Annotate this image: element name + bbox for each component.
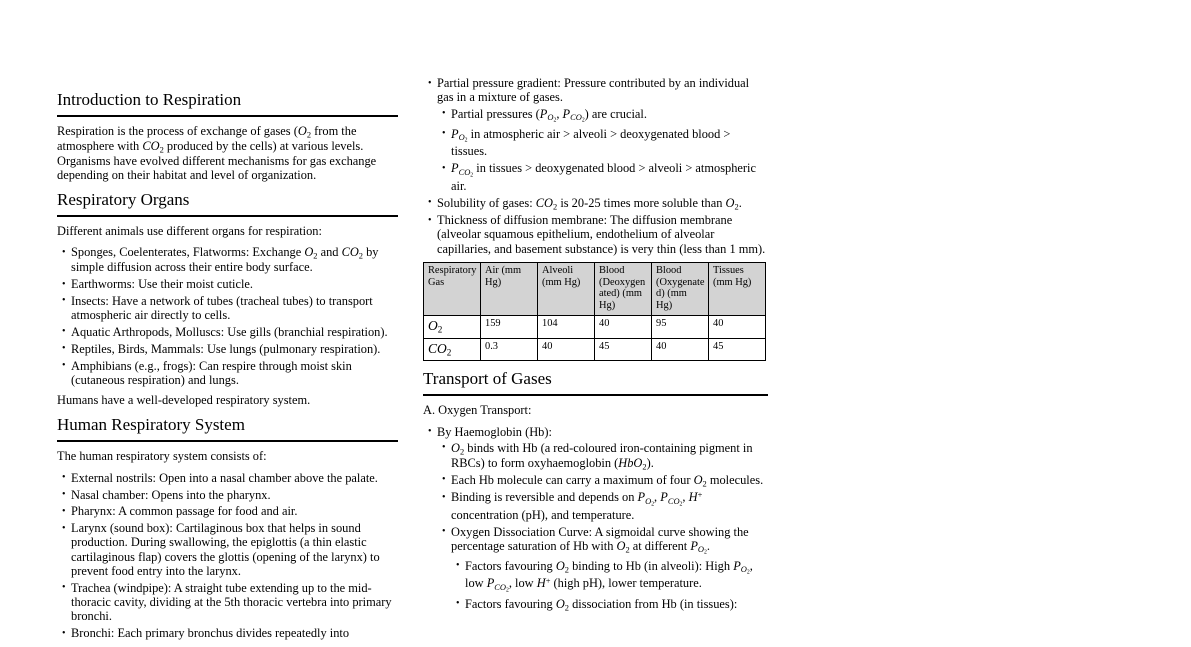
- paragraph: Humans have a well-developed respiratory system.: [57, 393, 311, 408]
- bullet-item-text: Factors favouring $O_2$ binding to Hb (in alveoli): High $P_{O_2}$, low $P_{CO_2}$, low H+ (high pH), lower temperature.: [465, 558, 753, 594]
- bullet-item-text: Amphibians (e.g., frogs): Can respire through moist skin (cutaneous respiration) and lungs.: [71, 358, 352, 387]
- table-cell: 0.3: [481, 338, 538, 361]
- table-header-cell: Respiratory Gas: [424, 262, 481, 315]
- bullet-list-level-3: [451, 559, 768, 612]
- bullet-item: [437, 76, 768, 193]
- section-heading: Human Respiratory System: [57, 415, 398, 442]
- table-header-cell: Tissues (mm Hg): [709, 262, 766, 315]
- paragraph: A. Oxygen Transport:: [423, 403, 532, 418]
- table-header-cell: Blood (Oxygenated) (mm Hg): [652, 262, 709, 315]
- bullet-item-text: Factors favouring $O_2$ dissociation from Hb (in tissues):: [465, 596, 738, 612]
- bullet-item: [437, 425, 768, 612]
- bullet-item-text: Thickness of diffusion membrane: The diffusion membrane (alveolar squamous epithelium, endothelium of alveolar capillaries, and basement substance) is very thin (less than 1 mm).: [437, 213, 766, 256]
- bullet-item-text: Aquatic Arthropods, Molluscs: Use gills (branchial respiration).: [71, 324, 388, 339]
- bullet-item-text: Trachea (windpipe): A straight tube extending up to the mid-thoracic cavity, dividing at the 5th thoracic vertebra into primary bronchi.: [71, 580, 392, 624]
- math-expression: H+: [688, 489, 703, 505]
- table-body: [424, 315, 766, 361]
- table-header-row-group: [424, 262, 766, 315]
- gas-partial-pressure-table: [423, 262, 766, 361]
- table-cell: 40: [709, 315, 766, 338]
- table-header-row: [424, 262, 766, 315]
- math-expression: H+: [536, 575, 551, 591]
- bullet-item: [437, 196, 768, 211]
- math-expression: $O_2$: [304, 245, 318, 261]
- bullet-list-level-1: [57, 471, 398, 641]
- bullet-item-text: Bronchi: Each primary bronchus divides repeatedly into: [71, 626, 350, 641]
- math-expression: $CO_2$: [341, 245, 364, 261]
- section-heading: Introduction to Respiration: [57, 90, 398, 117]
- bullet-item-text: Sponges, Coelenterates, Flatworms: Exchange $O_2$ and $CO_2$ by simple diffusion across their entire body surface.: [71, 245, 379, 275]
- bullet-item: [451, 161, 768, 193]
- bullet-item: [451, 473, 768, 488]
- math-expression: $P_{CO_2}$: [486, 576, 509, 594]
- table-gas-cell: [424, 315, 481, 338]
- section-heading: Respiratory Organs: [57, 190, 398, 217]
- bullet-list-level-1: [423, 425, 768, 612]
- math-expression: $P_{CO_2}$: [660, 490, 683, 508]
- bullet-item-text: $P_{O_2}$ in atmospheric air > alveoli > deoxygenated blood > tissues.: [451, 126, 731, 159]
- math-expression: $O_2$: [428, 317, 443, 335]
- table-cell: 45: [709, 338, 766, 361]
- bullet-item: [71, 359, 398, 388]
- bullet-list-level-2: [437, 441, 768, 612]
- table-gas-cell: [424, 338, 481, 361]
- table-header-cell: Air (mm Hg): [481, 262, 538, 315]
- bullet-item-text: By Haemoglobin (Hb):: [437, 424, 552, 439]
- bullet-item-text: Pharynx: A common passage for food and air.: [71, 504, 298, 519]
- paragraph: The human respiratory system consists of:: [57, 449, 267, 464]
- math-expression: $P_{O_2}$: [733, 558, 750, 576]
- math-expression: $P_{O_2}$: [539, 106, 557, 124]
- bullet-item-text: $P_{CO_2}$ in tissues > deoxygenated blood > alveoli > atmospheric air.: [451, 161, 756, 193]
- table-cell: 40: [652, 338, 709, 361]
- bullet-item: [451, 107, 768, 125]
- math-expression: HbO$_2$: [618, 455, 647, 471]
- bullet-item-text: Partial pressure gradient: Pressure contributed by an individual gas in a mixture of gases.: [437, 76, 750, 105]
- section-heading: Transport of Gases: [423, 369, 768, 396]
- math-expression: $P_{CO_2}$: [451, 161, 474, 179]
- bullet-item: [71, 581, 398, 624]
- bullet-item: [71, 245, 398, 274]
- bullet-item-text: $O_2$ binds with Hb (a red-coloured iron-containing pigment in RBCs) to form oxyhaemoglobin (HbO$_2$).: [451, 440, 753, 471]
- math-expression: $P_{O_2}$: [451, 126, 468, 144]
- bullet-item: [71, 488, 398, 502]
- bullet-item: [71, 504, 398, 518]
- left-column: [57, 90, 398, 647]
- bullet-item-text: Partial pressures ($P_{O_2}$, $P_{CO_2}$) are crucial.: [451, 106, 647, 124]
- bullet-list-level-1: [57, 245, 398, 387]
- math-expression: $CO_2$: [535, 195, 558, 212]
- bullet-item: [71, 294, 398, 323]
- table-header-cell: Blood (Deoxygenated) (mm Hg): [595, 262, 652, 315]
- math-expression: $P_{O_2}$: [690, 539, 707, 556]
- bullet-list-level-2: [437, 107, 768, 194]
- bullet-item-text: Each Hb molecule can carry a maximum of four $O_2$ molecules.: [451, 472, 764, 489]
- paragraph: Different animals use different organs for respiration:: [57, 224, 322, 239]
- table-cell: 40: [595, 315, 652, 338]
- bullet-item: [71, 471, 398, 485]
- bullet-item: [71, 521, 398, 578]
- right-column: [423, 76, 768, 617]
- bullet-item-text: Oxygen Dissociation Curve: A sigmoidal curve showing the percentage saturation of Hb with $O_2$ at different $P_{O_2}$.: [451, 524, 749, 556]
- table-cell: 40: [538, 338, 595, 361]
- bullet-item-text: External nostrils: Open into a nasal chamber above the palate.: [71, 470, 378, 485]
- bullet-item: [437, 213, 768, 256]
- math-expression: $O_2$: [693, 472, 707, 489]
- bullet-item: [465, 559, 768, 594]
- bullet-item: [71, 626, 398, 640]
- math-expression: $CO_2$: [142, 138, 164, 155]
- math-expression: $CO_2$: [428, 340, 452, 358]
- math-expression: $O_2$: [555, 558, 570, 575]
- table-header-cell: Alveoli (mm Hg): [538, 262, 595, 315]
- bullet-item-text: Binding is reversible and depends on $P_{O_2}$, $P_{CO_2}$, H+ concentration (pH), and temperature.: [451, 489, 703, 522]
- bullet-item-text: Larynx (sound box): Cartilaginous box that helps in sound production. During swallowing, the epiglottis (a thin elastic cartilaginous flap) covers the glottis (opening of the larynx) to prevent food entry into the larynx.: [71, 521, 380, 579]
- bullet-item: [451, 441, 768, 471]
- table-row: [424, 315, 766, 338]
- paragraph: Respiration is the process of exchange of gases ($O_2$ from the atmosphere with $CO_2$ produced by the cells) at various levels. Organisms have evolved different mechanisms for gas exchange depending on their habitat and level of organization.: [57, 124, 377, 182]
- bullet-item-text: Earthworms: Use their moist cuticle.: [71, 277, 254, 292]
- bullet-item-text: Reptiles, Birds, Mammals: Use lungs (pulmonary respiration).: [71, 341, 381, 356]
- bullet-item: [71, 342, 398, 356]
- bullet-item-text: Solubility of gases: $CO_2$ is 20-25 times more soluble than $O_2$.: [437, 195, 742, 212]
- math-expression: $P_{O_2}$: [637, 490, 655, 508]
- math-expression: $O_2$: [616, 539, 630, 555]
- bullet-item: [451, 490, 768, 522]
- math-expression: $O_2$: [555, 596, 570, 612]
- table-cell: 104: [538, 315, 595, 338]
- bullet-item-text: Insects: Have a network of tubes (tracheal tubes) to transport atmospheric air directly to cells.: [71, 293, 373, 323]
- math-expression: $O_2$: [725, 195, 739, 212]
- table-cell: 159: [481, 315, 538, 338]
- bullet-item: [451, 127, 768, 159]
- bullet-item: [71, 325, 398, 339]
- table-cell: 95: [652, 315, 709, 338]
- math-expression: $O_2$: [451, 440, 465, 457]
- bullet-item: [71, 277, 398, 291]
- table-row: [424, 338, 766, 361]
- bullet-list-level-1: [423, 76, 768, 256]
- bullet-item: [465, 597, 768, 612]
- table-cell: 45: [595, 338, 652, 361]
- bullet-item-text: Nasal chamber: Opens into the pharynx.: [71, 487, 271, 502]
- math-expression: $O_2$: [297, 124, 312, 140]
- math-expression: $P_{CO_2}$: [562, 106, 585, 124]
- bullet-item: [451, 525, 768, 612]
